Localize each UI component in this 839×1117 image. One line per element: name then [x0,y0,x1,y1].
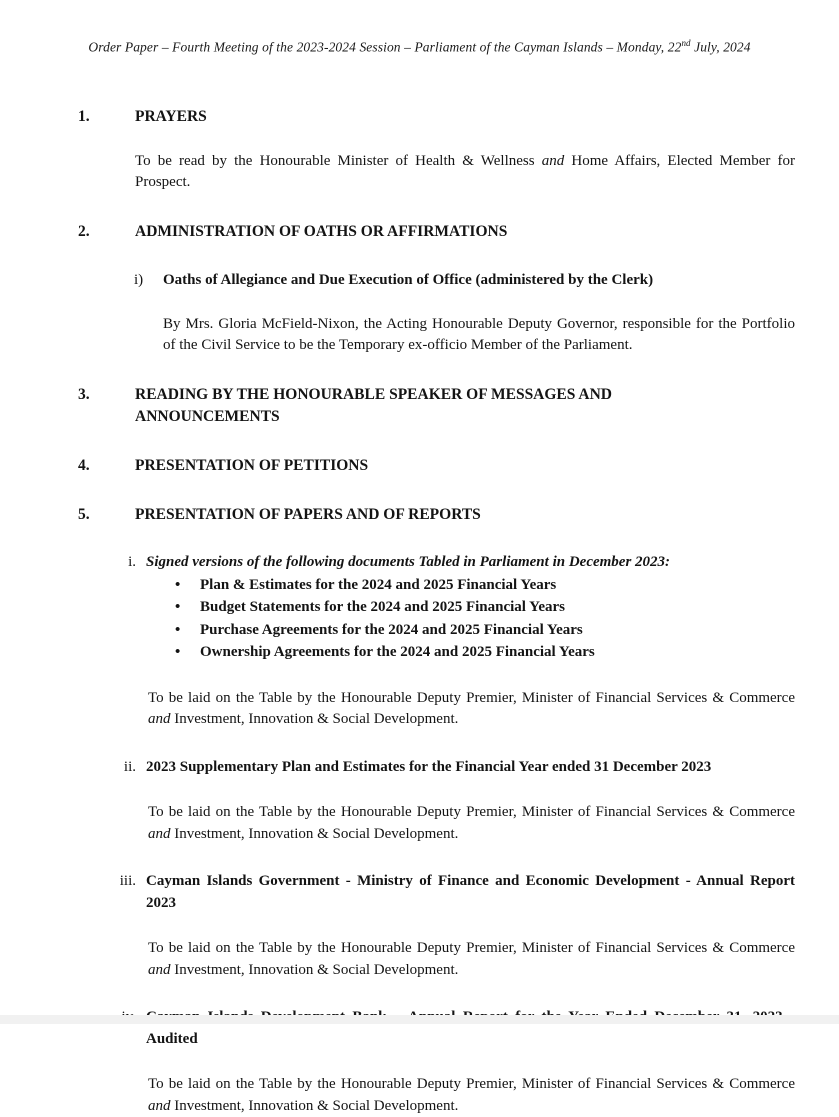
paper-item-iv [118,1007,795,1050]
section-title: READING BY THE HONOURABLE SPEAKER OF MESSAGES AND ANNOUNCEMENTS [135,384,695,428]
section-title: PRESENTATION OF PAPERS AND OF REPORTS [135,504,795,526]
section-number: 4. [78,455,135,477]
subsection-marker: i) [134,270,163,291]
paper-marker: ii. [118,757,136,779]
bullet-item: • Ownership Agreements for the 2024 and 2025 Financial Years [200,641,795,663]
paper-marker: i. [118,552,136,574]
subsection-oaths-i [134,270,795,291]
italic-and: and [148,1098,171,1114]
paragraph-text: To be read by the Honourable Minister of Health & Wellness [135,153,542,169]
paper-title: Audited [146,1007,795,1050]
header-ordinal-suffix: nd [681,38,690,48]
paragraph-text: Investment, Innovation & Social Development. [171,711,459,727]
paper-i-bullet-list [200,574,795,664]
laid-paragraph [148,938,795,981]
document-body [78,106,795,1117]
paragraph-text: Investment, Innovation & Social Development. [171,1098,459,1114]
bullet-item: • Plan & Estimates for the 2024 and 2025 Financial Years [200,574,795,596]
section-number: 1. [78,106,135,128]
subsection-title: Oaths of Allegiance and Due Execution of Office (administered by the Clerk) [163,270,795,291]
italic-and: and [148,826,171,842]
bullet-item: • Purchase Agreements for the 2024 and 2025 Financial Years [200,619,795,641]
header-text: Order Paper – Fourth Meeting of the 2023-2024 Session – Parliament of the Cayman Islands – Monday, 22 [88,40,681,55]
section-number: 3. [78,384,135,428]
paper-marker [118,1007,136,1050]
section-number: 5. [78,504,135,526]
laid-paragraph [148,802,795,845]
paper-item-ii [118,757,795,779]
section-title: PRAYERS [135,106,795,128]
paragraph-text: Investment, Innovation & Social Development. [171,826,459,842]
paragraph-text: To be laid on the Table by the Honourable Deputy Premier, Minister of Financial Services & Commerce [148,804,795,820]
paper-title: Signed versions of the following documents Tabled in Parliament in December 2023: [146,552,795,574]
page-bottom-edge [0,1015,839,1024]
section-prayers [78,106,795,128]
paragraph-text: Investment, Innovation & Social Development. [171,962,459,978]
bullet-item: • Budget Statements for the 2024 and 2025 Financial Years [200,596,795,618]
paper-title: 2023 Supplementary Plan and Estimates for the Financial Year ended 31 December 2023 [146,757,795,779]
paper-item-i [118,552,795,574]
section-papers [78,504,795,526]
header-date-rest: July, 2024 [691,40,751,55]
section-prayers-paragraph [135,151,795,194]
section-oaths [78,221,795,243]
paragraph-text: Home Affairs, Elected Member for Prospect. [135,153,795,191]
laid-paragraph [148,688,795,731]
paper-item-iii [118,871,795,914]
paragraph-text: To be laid on the Table by the Honourable Deputy Premier, Minister of Financial Services & Commerce [148,690,795,706]
laid-paragraph [148,1074,795,1117]
paragraph-text: To be laid on the Table by the Honourable Deputy Premier, Minister of Financial Services & Commerce [148,940,795,956]
subsection-oaths-paragraph: By Mrs. Gloria McField-Nixon, the Acting Honourable Deputy Governor, responsible for the Portfolio of the Civil Service to be the Temporary ex-officio Member of the Parliament. [163,314,795,357]
section-messages [78,384,795,428]
section-title: ADMINISTRATION OF OATHS OR AFFIRMATIONS [135,221,795,243]
document-header [0,0,839,56]
italic-and: and [148,962,171,978]
section-petitions [78,455,795,477]
italic-and: and [542,153,565,169]
italic-and: and [148,711,171,727]
paper-marker: iii. [118,871,136,914]
section-title: PRESENTATION OF PETITIONS [135,455,795,477]
paragraph-text: To be laid on the Table by the Honourable Deputy Premier, Minister of Financial Services & Commerce [148,1076,795,1092]
section-number: 2. [78,221,135,243]
paper-title: Cayman Islands Government - Ministry of Finance and Economic Development - Annual Report 2023 [146,871,795,914]
